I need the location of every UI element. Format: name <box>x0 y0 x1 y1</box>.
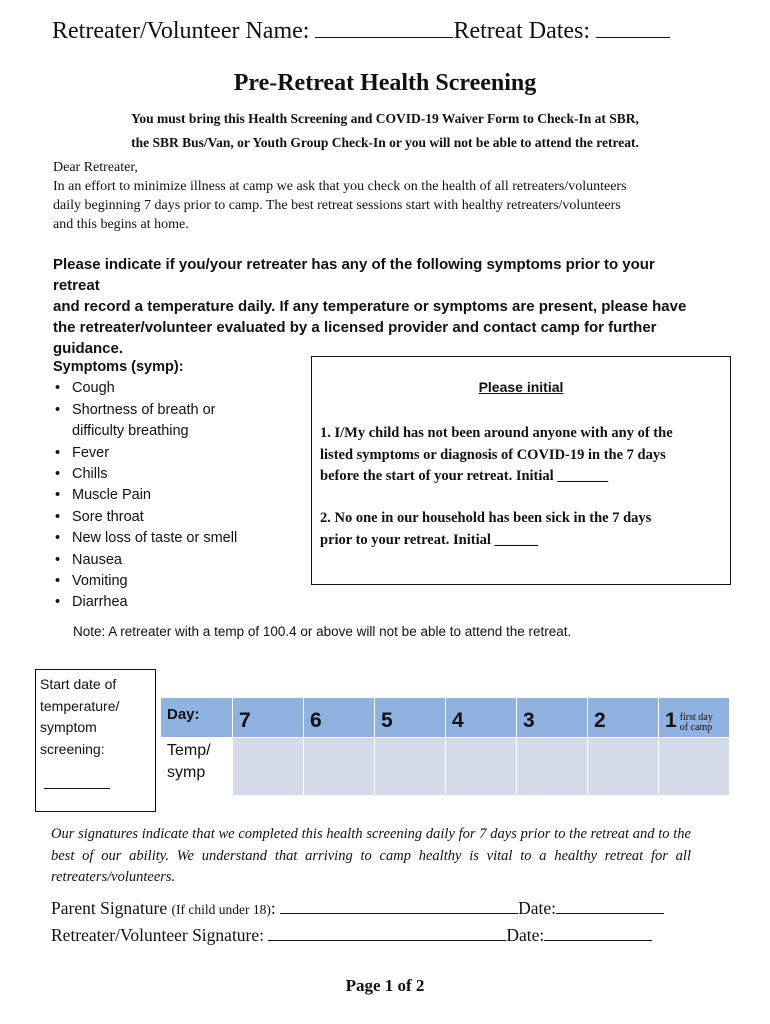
notice-line-1: You must bring this Health Screening and COVID-19 Waiver Form to Check-In at SBR, <box>131 111 639 126</box>
retreater-date-blank[interactable] <box>544 924 652 941</box>
parent-signature-line: Parent Signature (If child under 18): Date: <box>51 897 664 919</box>
table-row <box>161 738 730 796</box>
retreater-signature-blank[interactable] <box>268 924 506 941</box>
name-label: Retreater/Volunteer Name: <box>52 18 310 44</box>
temp-cell[interactable] <box>304 738 375 796</box>
temp-cell[interactable] <box>233 738 304 796</box>
symptoms-list <box>53 357 303 614</box>
date-label: Date: <box>518 898 557 918</box>
list-item: • Nausea <box>55 551 122 568</box>
list-item: • Sore throat <box>55 508 144 525</box>
date-label: Date: <box>506 925 545 945</box>
instructions-line-3: the retreater/volunteer evaluated by a licensed provider and contact camp for further <box>53 319 657 336</box>
day-number: 5 <box>381 708 393 732</box>
dates-blank[interactable] <box>596 16 670 38</box>
list-item: • Chills <box>55 466 108 483</box>
page-title: Pre-Retreat Health Screening <box>233 70 537 96</box>
notice-line-2: the SBR Bus/Van, or Youth Group Check-In or you will not be able to attend the retreat. <box>131 135 639 150</box>
temp-cell[interactable] <box>517 738 588 796</box>
temp-cell[interactable] <box>446 738 517 796</box>
start-date-box: Start date of temperature/ symptom screening: <box>35 669 156 812</box>
list-item: • New loss of taste or smell <box>55 530 238 547</box>
name-blank[interactable] <box>315 16 453 38</box>
day-number: 3 <box>523 708 535 732</box>
dates-label: Retreat Dates: <box>453 18 591 44</box>
retreater-signature-label: Retreater/Volunteer Signature: <box>51 925 265 945</box>
intro-line-3: and this begins at home. <box>53 217 189 232</box>
agreement-text: Our signatures indicate that we completed this health screening daily for 7 days prior to the retreat and to the best of our ability. We understand that arriving to camp healthy is vital to a healthy retreat for all retreaters/volunteers. <box>51 826 691 885</box>
list-item: • Shortness of breath or difficulty breathing <box>55 401 216 440</box>
temp-cell[interactable] <box>375 738 446 796</box>
header-line <box>52 16 670 45</box>
day-number: 7 <box>239 708 251 732</box>
initial-item-2[interactable]: 2. No one in our household has been sick in the 7 days prior to your retreat. Initial ______ <box>320 510 652 548</box>
instructions-line-1: Please indicate if you/your retreater has any of the following symptoms prior to your retreat <box>53 256 655 294</box>
day-number: 6 <box>310 708 322 732</box>
list-item: • Diarrhea <box>55 594 128 611</box>
parent-signature-note: (If child under 18) <box>171 902 271 917</box>
temp-symp-label: Temp/ symp <box>167 742 211 781</box>
parent-signature-label: Parent Signature <box>51 898 168 918</box>
start-date-label: Start date of <box>40 676 117 692</box>
intro-greeting: Dear Retreater, <box>53 160 138 175</box>
list-item: • Cough <box>55 380 115 397</box>
day-number: 2 <box>594 708 606 732</box>
list-item: • Muscle Pain <box>55 487 151 504</box>
list-item: • Fever <box>55 444 110 461</box>
first-day-of-camp: 1 first day of camp <box>665 708 713 733</box>
day-label: Day: <box>167 706 200 723</box>
list-item: • Vomiting <box>55 573 128 590</box>
temperature-note: Note: A retreater with a temp of 100.4 or above will not be able to attend the retreat. <box>73 624 572 639</box>
parent-signature-blank[interactable] <box>280 897 518 914</box>
start-date-blank[interactable] <box>44 788 110 789</box>
table-row <box>161 698 730 738</box>
intro-line-1: In an effort to minimize illness at camp we ask that you check on the health of all retreaters/volunteers <box>53 179 627 194</box>
instructions <box>53 254 703 359</box>
initial-box <box>311 356 731 585</box>
day-number: 4 <box>452 708 464 732</box>
intro-line-2: daily beginning 7 days prior to camp. The best retreat sessions start with healthy retreaters/volunteers <box>53 198 621 213</box>
screening-table <box>160 697 730 796</box>
instructions-line-4: guidance. <box>53 340 124 357</box>
temp-cell[interactable] <box>659 738 730 796</box>
page-number: Page 1 of 2 <box>345 976 425 995</box>
symptoms-title: Symptoms (symp): <box>53 359 184 375</box>
initial-item-1[interactable]: 1. I/My child has not been around anyone with any of the listed symptoms or diagnosis of COVID-19 in the 7 days before the start of your retreat. Initial _______ <box>320 425 673 484</box>
temp-cell[interactable] <box>588 738 659 796</box>
retreater-signature-line <box>51 924 652 946</box>
parent-date-blank[interactable] <box>556 897 664 914</box>
initial-heading: Please initial <box>478 379 564 395</box>
intro-text <box>53 158 713 234</box>
instructions-line-2: and record a temperature daily. If any temperature or symptoms are present, please have <box>53 298 687 315</box>
